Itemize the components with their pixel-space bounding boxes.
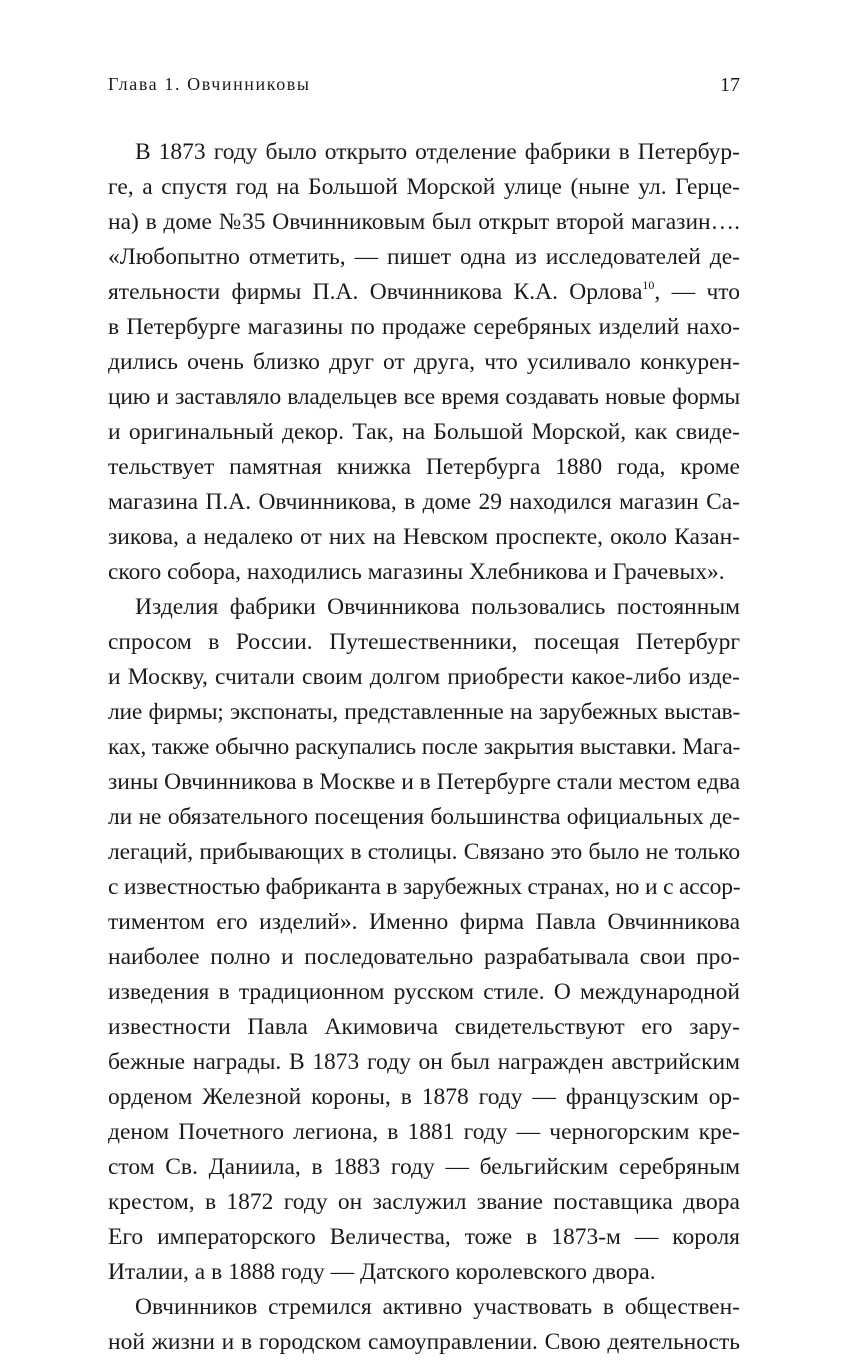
text-line-content: деном Почетного легиона, в 1881 году — черногорским кре- — [108, 1119, 740, 1145]
text-line — [108, 1185, 740, 1220]
text-line-content: Изделия фабрики Овчинникова пользовались постоянным — [135, 594, 740, 620]
text-line — [108, 1220, 740, 1255]
text-line-content: известности Павла Акимовича свидетельствуют его зару- — [108, 1014, 740, 1040]
text-line — [108, 695, 740, 730]
chapter-title: Глава 1. Овчинниковы — [108, 74, 311, 94]
text-line-content: магазина П.А. Овчинникова, в доме 29 находился магазин Са- — [108, 489, 740, 515]
text-line-content: на) в доме №35 Овчинниковым был открыт второй магазин…. — [108, 209, 740, 235]
text-line — [108, 240, 740, 275]
text-line-content: зины Овчинникова в Москве и в Петербурге стали местом едва — [108, 769, 741, 795]
text-line — [108, 1045, 740, 1080]
text-line — [108, 1150, 740, 1185]
text-line-content: орденом Железной короны, в 1878 году — французским ор- — [108, 1084, 740, 1110]
text-line — [108, 625, 740, 660]
text-line — [108, 590, 740, 625]
text-line — [108, 975, 740, 1010]
text-line-content: ли не обязательного посещения большинства официальных де- — [108, 804, 740, 830]
text-line — [108, 555, 740, 590]
text-line-content: и Москву, считали своим долгом приобрести какое-либо изде- — [108, 664, 740, 690]
text-line-content: стом Св. Даниила, в 1883 году — бельгийским серебряным — [108, 1154, 740, 1180]
text-line-content: дились очень близко друг от друга, что усиливало конкурен- — [108, 349, 740, 375]
text-line-content: ной жизни и в городском самоуправлении. Свою деятельность — [108, 1329, 740, 1355]
text-line — [108, 205, 740, 240]
text-line-content: «Любопытно отметить, — пишет одна из исследователей де- — [108, 244, 740, 270]
text-line-content: ятельности фирмы П.А. Овчинникова К.А. Орлова — [108, 279, 643, 305]
page-number: 17 — [720, 74, 740, 96]
text-line-content: и оригинальный декор. Так, на Большой Морской, как свиде- — [108, 419, 740, 445]
text-line-content: зикова, а недалеко от них на Невском проспекте, около Казан- — [108, 524, 740, 550]
text-line — [108, 1255, 740, 1290]
text-line-content: Овчинников стремился активно участвовать в обществен- — [135, 1294, 740, 1320]
text-line-content: Его императорского Величества, тоже в 1873-м — короля — [108, 1224, 740, 1250]
text-line-content: бежные награды. В 1873 году он был награжден австрийским — [108, 1049, 740, 1075]
text-line — [108, 1010, 740, 1045]
text-line — [108, 660, 740, 695]
text-line-continuation: , — что — [654, 279, 740, 305]
text-line — [108, 415, 740, 450]
text-line-content: лие фирмы; экспонаты, представленные на зарубежных выстав- — [108, 699, 740, 725]
text-line-content: Италии, а в 1888 году — Датского королевского двора. — [108, 1259, 656, 1285]
text-line-content: ге, а спустя год на Большой Морской улице (ныне ул. Герце- — [108, 174, 740, 200]
text-line — [108, 170, 740, 205]
text-line — [108, 1080, 740, 1115]
text-line-content: ках, также обычно раскупались после закрытия выставки. Мага- — [108, 734, 740, 760]
text-line — [108, 940, 740, 975]
text-line — [108, 1325, 740, 1360]
footnote-ref[interactable]: 10 — [642, 278, 655, 292]
body-text — [108, 135, 740, 1360]
text-line — [108, 310, 740, 345]
text-line — [108, 520, 740, 555]
text-line — [108, 485, 740, 520]
text-line — [108, 835, 740, 870]
text-line-content: цию и заставляло владельцев все время создавать новые формы — [108, 384, 740, 410]
text-line — [108, 450, 740, 485]
text-line-content: спросом в России. Путешественники, посещая Петербург — [108, 629, 740, 655]
text-line — [108, 345, 740, 380]
text-line-content: В 1873 году было открыто отделение фабрики в Петербур- — [135, 139, 740, 165]
text-line-content: изведения в традиционном русском стиле. О международной — [108, 979, 740, 1005]
text-line — [108, 1115, 740, 1150]
text-line-content: ского собора, находились магазины Хлебникова и Грачевых». — [108, 559, 725, 585]
text-line-content: легаций, прибывающих в столицы. Связано это было не только — [108, 839, 740, 865]
text-line — [108, 380, 740, 415]
text-line-content: крестом, в 1872 году он заслужил звание поставщика двора — [108, 1189, 740, 1215]
text-line-content: тиментом его изделий». Именно фирма Павла Овчинникова — [108, 909, 740, 935]
text-line — [108, 765, 740, 800]
text-line — [108, 135, 740, 170]
text-line — [108, 800, 740, 835]
text-line — [108, 275, 740, 310]
text-line — [108, 870, 740, 905]
text-line-content: наиболее полно и последовательно разрабатывала свои про- — [108, 944, 740, 970]
text-line — [108, 730, 740, 765]
text-line-content: с известностью фабриканта в зарубежных странах, но и с ассор- — [108, 874, 741, 900]
text-line — [108, 905, 740, 940]
running-header — [108, 74, 740, 100]
text-line-content: в Петербурге магазины по продаже серебряных изделий нахо- — [108, 314, 740, 340]
text-line — [108, 1290, 740, 1325]
text-line-content: тельствует памятная книжка Петербурга 1880 года, кроме — [108, 454, 740, 480]
